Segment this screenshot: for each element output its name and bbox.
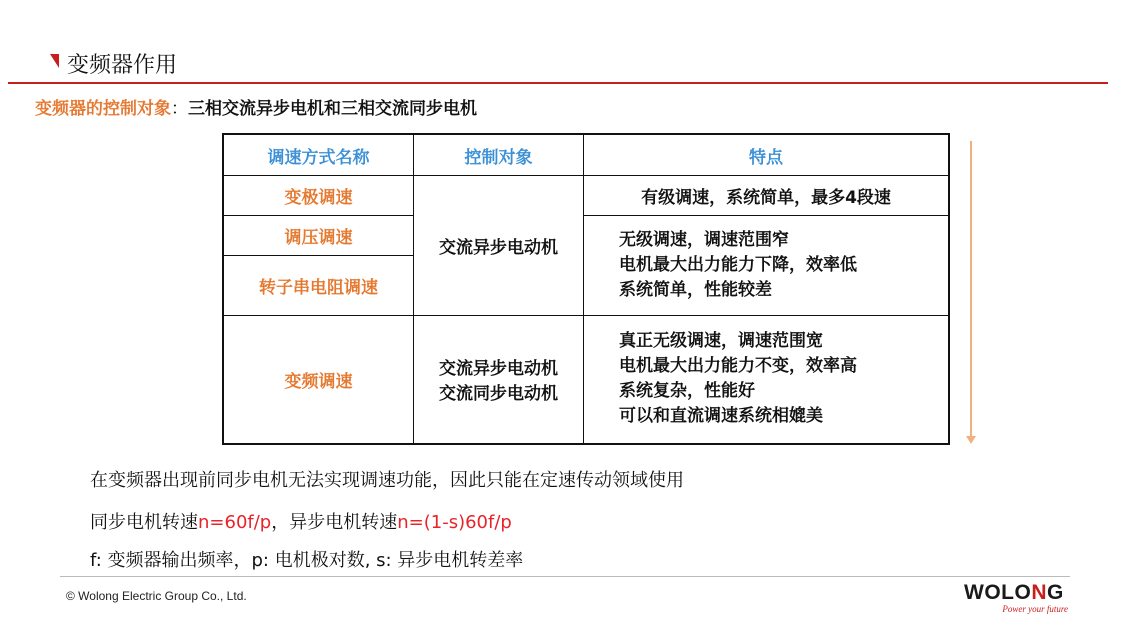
control-target-label: 变频器的控制对象 [35,99,171,119]
feature-line: 可以和直流调速系统相媲美 [619,406,823,427]
footer-divider [60,576,1070,577]
feature-line: 真正无级调速，调速范围宽 [619,331,823,352]
control-target-separator: ： [171,99,188,119]
copyright-text: © Wolong Electric Group Co., Ltd. [66,589,247,603]
note-async-speed-label: ，异步电机转速 [271,512,398,533]
arrow-down-icon [966,436,976,444]
feature-cell [584,216,950,316]
note-line-3: f: 变频器输出频率，p: 电机极对数, s: 异步电机转差率 [90,550,524,571]
method-cell: 转子串电阻调速 [223,256,414,316]
logo-wordmark [964,582,1074,604]
speed-control-table [222,133,950,445]
feature-line: 电机最大出力能力下降，效率低 [619,255,857,275]
wolong-logo [964,582,1074,614]
sync-speed-formula: n=60f/p [198,512,272,533]
feature-line: 无级调速，调速范围窄 [619,230,789,250]
table-row [223,176,949,216]
progression-line [970,141,972,441]
object-line: 交流异步电动机 [439,359,558,380]
logo-text-n: N [1031,581,1047,604]
logo-tagline: Power your future [1002,604,1068,614]
note-line-1: 在变频器出现前同步电机无法实现调速功能，因此只能在定速传动领域使用 [90,470,684,491]
slide-title: 变频器作用 [67,52,178,78]
feature-cell [584,316,950,444]
feature-line: 系统简单，性能较差 [619,280,772,300]
async-speed-formula: n=(1-s)60f/p [397,512,512,533]
logo-text-part: G [1047,581,1064,604]
control-target-line [35,94,477,119]
method-cell: 调压调速 [223,216,414,256]
title-marker-icon [50,54,59,68]
control-target-value: 三相交流异步电机和三相交流同步电机 [188,99,477,119]
object-cell: 交流异步电动机 [414,176,584,316]
method-cell: 变极调速 [223,176,414,216]
feature-line: 系统复杂，性能好 [619,381,755,402]
header-object: 控制对象 [414,134,584,176]
note-sync-speed-label: 同步电机转速 [90,512,198,533]
object-line: 交流同步电动机 [439,384,558,405]
header-method: 调速方式名称 [223,134,414,176]
logo-text-part: WOLO [964,581,1032,604]
note-line-2 [90,508,512,534]
table-row [223,216,949,256]
table-row [223,316,949,444]
title-divider [8,82,1108,84]
feature-line: 电机最大出力能力不变，效率高 [619,356,857,377]
feature-cell: 有级调速，系统简单，最多4段速 [584,176,950,216]
method-cell: 变频调速 [223,316,414,444]
object-cell [414,316,584,444]
table-header-row [223,134,949,176]
slide-title-area [50,48,177,78]
header-feature: 特点 [584,134,950,176]
